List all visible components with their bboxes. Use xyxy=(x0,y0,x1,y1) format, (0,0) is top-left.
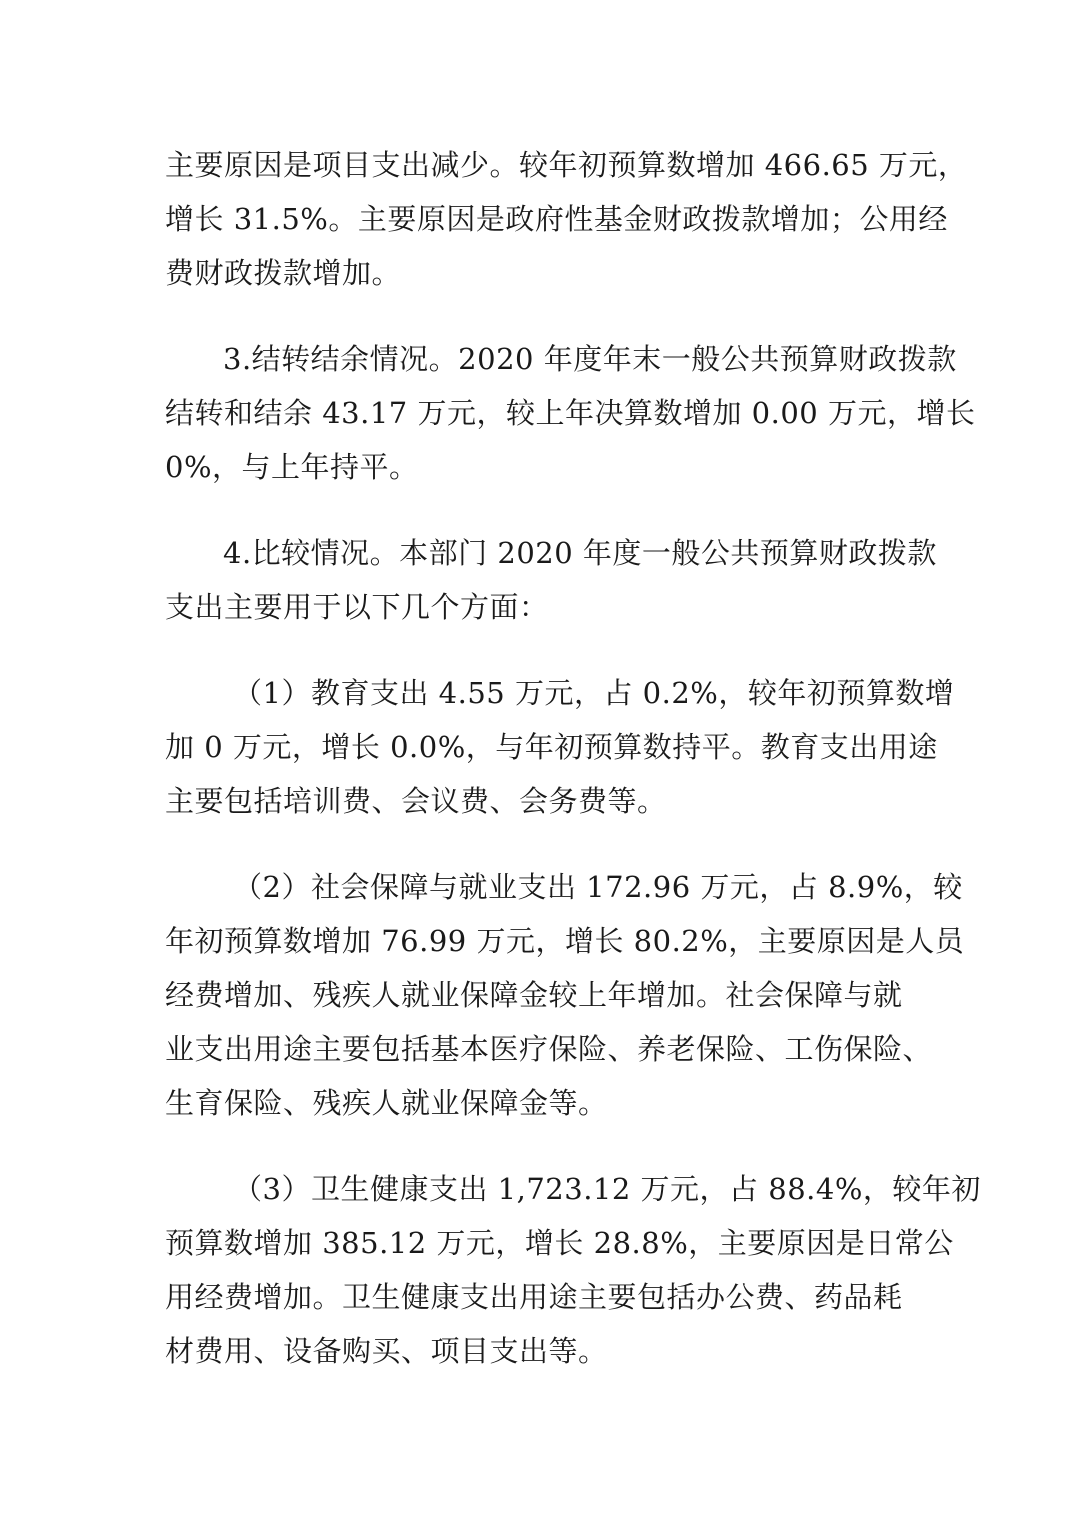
text-line: 0%，与上年持平。 xyxy=(165,450,419,484)
text-line: 4.比较情况。本部门 2020 年度一般公共预算财政拨款 xyxy=(223,536,937,570)
text-line: 费财政拨款增加。 xyxy=(165,256,402,290)
text-line: 经费增加、残疾人就业保障金较上年增加。社会保障与就 xyxy=(165,978,903,1012)
text-line: 年初预算数增加 76.99 万元，增长 80.2%，主要原因是人员 xyxy=(165,924,965,958)
text-line: 结转和结余 43.17 万元，较上年决算数增加 0.00 万元，增长 xyxy=(165,396,976,430)
text-line: 用经费增加。卫生健康支出用途主要包括办公费、药品耗 xyxy=(165,1280,903,1314)
text-line: 材费用、设备购买、项目支出等。 xyxy=(165,1334,608,1368)
document-body xyxy=(165,138,981,1378)
text-line: 加 0 万元，增长 0.0%，与年初预算数持平。教育支出用途 xyxy=(165,730,938,764)
text-line: 生育保险、残疾人就业保障金等。 xyxy=(165,1086,608,1120)
text-line: 支出主要用于以下几个方面： xyxy=(165,590,549,624)
text-line: 主要原因是项目支出减少。较年初预算数增加 466.65 万元， xyxy=(165,148,968,182)
text-line: （2）社会保障与就业支出 172.96 万元，占 8.9%，较 xyxy=(233,870,963,904)
text-line: 主要包括培训费、会议费、会务费等。 xyxy=(165,784,667,818)
text-line: 3.结转结余情况。2020 年度年末一般公共预算财政拨款 xyxy=(223,342,957,376)
text-line: 预算数增加 385.12 万元，增长 28.8%，主要原因是日常公 xyxy=(165,1226,954,1260)
text-line: 增长 31.5%。主要原因是政府性基金财政拨款增加；公用经 xyxy=(165,202,948,236)
text-line: （1）教育支出 4.55 万元，占 0.2%，较年初预算数增 xyxy=(233,676,955,710)
text-line: （3）卫生健康支出 1,723.12 万元，占 88.4%，较年初 xyxy=(233,1172,981,1206)
text-line: 业支出用途主要包括基本医疗保险、养老保险、工伤保险、 xyxy=(165,1032,933,1066)
